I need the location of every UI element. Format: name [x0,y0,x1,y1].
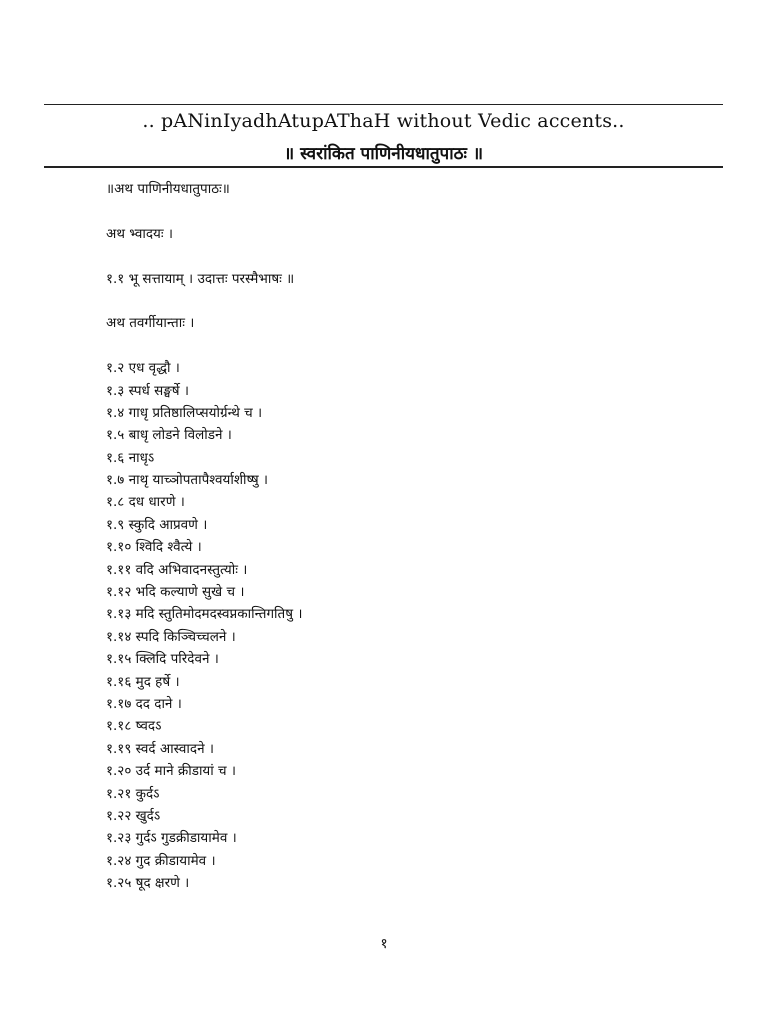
root-entry: १.१३ मदि स्तुतिमोदमदस्वप्नकान्तिगतिषु । [106,606,303,623]
root-entry: १.१५ क्लिदि परिदेवने । [106,651,219,668]
section-heading-bhvadayah: अथ भ्वादयः । [106,225,173,242]
root-entry: १.९ स्कुदि आप्रवणे । [106,516,208,533]
root-entry: १.२ एध वृद्धौ । [106,360,180,377]
root-entry: १.२५ षूद क्षरणे । [106,875,190,892]
spacer [106,200,706,222]
root-entry: १.२४ गुद क्रीडायामेव । [106,852,216,869]
root-entry: १.१९ स्वर्द आस्वादने । [106,740,214,757]
root-entry: १.६ नाधृऽ [106,449,155,466]
intro-heading: ॥अथ पाणिनीयधातुपाठः॥ [106,181,230,197]
root-entry: १.११ वदि अभिवादनस्तुत्योः । [106,561,248,578]
root-entry: १.८ दध धारणे । [106,494,185,511]
root-entry: १.१४ स्पदि किञ्चिच्चलने । [106,628,236,645]
root-entry: १.१२ भदि कल्याणे सुखे च । [106,584,245,601]
root-entry: १.७ नाथृ याच्ञोपतापैश्वर्याशीष्षु । [106,472,269,489]
root-entry: १.२३ गुर्दऽ गुडक्रीडायामेव । [106,830,237,847]
page-title-devanagari: ॥ स्वरांकित पाणिनीयधातुपाठः ॥ [283,144,484,164]
document-body [106,178,706,895]
root-entry: १.२० उर्द माने क्रीडायां च । [106,763,237,780]
root-entry: १.४ गाधृ प्रतिष्ठालिप्सयोर्ग्रन्थे च । [106,404,263,421]
root-entry: १.२१ कुर्दऽ [106,785,160,802]
spacer [106,335,706,357]
root-entry: १.३ स्पर्ध सङ्घर्षे । [106,382,190,399]
root-entry: १.१७ दद दाने । [106,695,182,712]
root-entry: १.२२ खुर्दऽ [106,807,161,824]
root-entry: १.५ बाधृ लोडने विलोडने । [106,427,232,444]
header-bottom-rule [44,166,723,168]
page-number: १ [380,936,388,952]
section-heading-tavargiyantah: अथ तवर्गीयान्ताः । [106,315,195,332]
spacer [106,290,706,312]
spacer [106,245,706,267]
header-top-rule [44,104,723,105]
root-list [106,357,706,894]
root-entry-first: १.१ भू सत्तायाम् । उदात्तः परस्मैभाषः ॥ [106,270,295,287]
root-entry: १.१६ मुद हर्षे । [106,673,180,690]
root-entry: १.१० श्विदि श्वैत्ये । [106,539,202,556]
root-entry: १.१८ ष्वदऽ [106,718,162,735]
page-title-latin: .. pANinIyadhAtupAThaH without Vedic accents.. [142,110,625,132]
